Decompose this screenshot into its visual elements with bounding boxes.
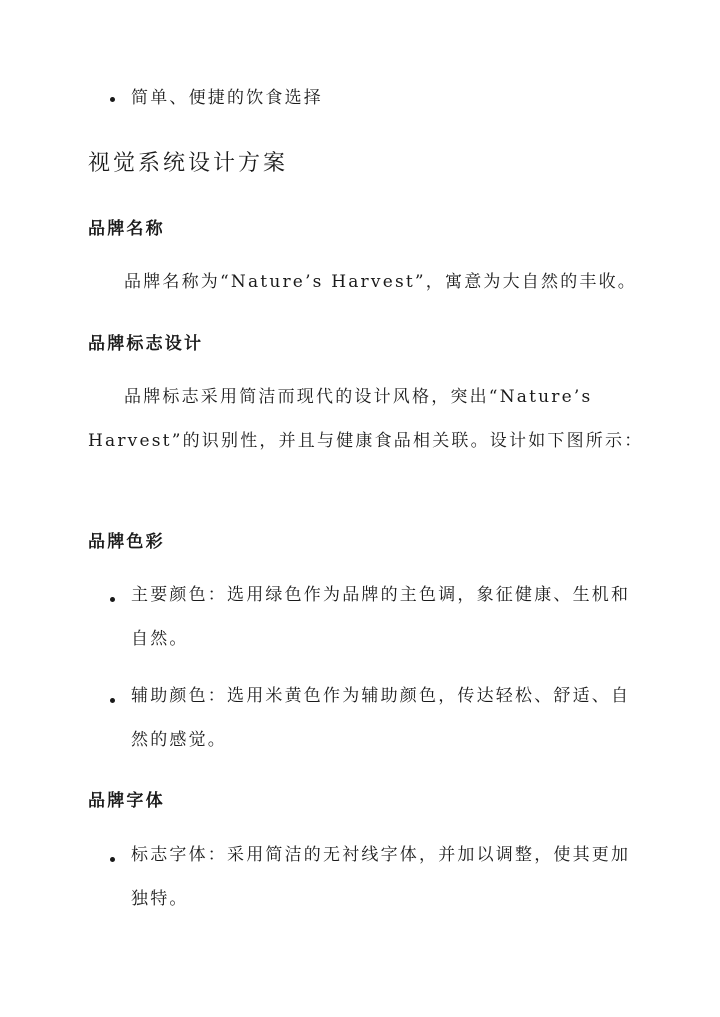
bullet-icon bbox=[110, 698, 115, 703]
heading-brand-font: 品牌字体 bbox=[88, 791, 165, 811]
list-item bbox=[0, 585, 720, 615]
list-item-continuation: 自然。 bbox=[131, 629, 189, 649]
heading-brand-logo: 品牌标志设计 bbox=[88, 334, 204, 354]
list-item-continuation: 独特。 bbox=[131, 889, 189, 909]
bullet-icon bbox=[110, 597, 115, 602]
heading-brand-name: 品牌名称 bbox=[88, 219, 165, 239]
section-title: 视觉系统设计方案 bbox=[88, 151, 289, 176]
list-item bbox=[0, 686, 720, 716]
paragraph-brand-logo-line1: 品牌标志采用简洁而现代的设计风格，突出“Nature’s bbox=[124, 387, 593, 407]
heading-brand-colors: 品牌色彩 bbox=[88, 532, 165, 552]
list-item-text: 标志字体：采用简洁的无衬线字体，并加以调整，使其更加 bbox=[131, 845, 631, 865]
list-item bbox=[0, 88, 720, 118]
list-item-continuation: 然的感觉。 bbox=[131, 730, 227, 750]
bullet-icon bbox=[110, 857, 115, 862]
paragraph-brand-logo-line2: Harvest”的识别性，并且与健康食品相关联。设计如下图所示： bbox=[88, 431, 644, 451]
list-item bbox=[0, 845, 720, 875]
list-item-text: 简单、便捷的饮食选择 bbox=[131, 88, 323, 108]
paragraph-brand-name: 品牌名称为“Nature’s Harvest”，寓意为大自然的丰收。 bbox=[124, 272, 637, 292]
bullet-icon bbox=[110, 97, 115, 102]
list-item-text: 辅助颜色：选用米黄色作为辅助颜色，传达轻松、舒适、自 bbox=[131, 686, 631, 706]
list-item-text: 主要颜色：选用绿色作为品牌的主色调，象征健康、生机和 bbox=[131, 585, 631, 605]
